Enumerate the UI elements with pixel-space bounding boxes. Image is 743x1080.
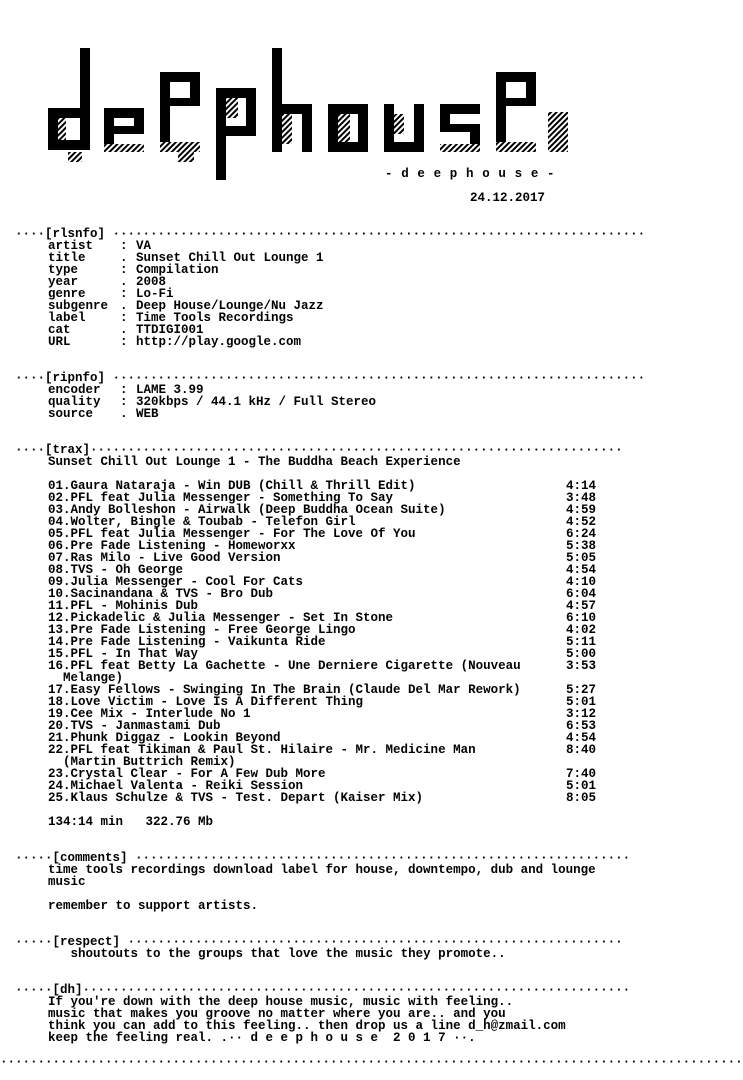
track-title: 12.Pickadelic & Julia Messenger - Set In Stone: [48, 611, 394, 625]
track-duration: 4:59: [566, 503, 597, 517]
track-duration: 7:40: [566, 767, 597, 781]
track-duration: 8:40: [566, 743, 597, 757]
comments-text: time tools recordings download label for house, downtempo, dub and lounge music remember to support artists.: [48, 863, 596, 913]
track-title: 02.PFL feat Julia Messenger - Something To Say: [48, 491, 394, 505]
track-duration: 4:57: [566, 599, 597, 613]
section-title-ripnfo: [ripnfo]: [45, 371, 106, 385]
track-title: 21.Phunk Diggaz - Lookin Beyond: [48, 731, 281, 745]
release-info-value: Sunset Chill Out Lounge 1: [136, 251, 324, 265]
section-divider-ripnfo: ····[ripnfo] ·······································································: [15, 371, 646, 385]
track-title: 15.PFL - In That Way: [48, 647, 199, 661]
track-title: 17.Easy Fellows - Swinging In The Brain (Claude Del Mar Rework): [48, 683, 521, 697]
rip-info-separator: :: [120, 383, 128, 397]
release-info-key: genre: [48, 287, 86, 301]
track-duration: 6:04: [566, 587, 597, 601]
rip-info-key: quality: [48, 395, 101, 409]
track-title: 11.PFL - Mohinis Dub: [48, 599, 199, 613]
release-info-separator: :: [120, 335, 128, 349]
release-info-value: Compilation: [136, 263, 219, 277]
track-duration: 4:54: [566, 731, 597, 745]
track-duration: 5:05: [566, 551, 597, 565]
track-duration: 3:48: [566, 491, 597, 505]
release-info-value: Time Tools Recordings: [136, 311, 294, 325]
release-info-row-url: [48, 336, 301, 348]
release-info-key: type: [48, 263, 79, 277]
release-info-key: cat: [48, 323, 71, 337]
track-duration: 4:52: [566, 515, 597, 529]
release-info-key: artist: [48, 239, 94, 253]
track-title: 01.Gaura Nataraja - Win DUB (Chill & Thrill Edit): [48, 479, 416, 493]
section-divider-dh: ·····[dh]·········································································: [15, 983, 631, 997]
track-duration: 6:24: [566, 527, 597, 541]
section-title-trax: [trax]: [45, 443, 91, 457]
rip-info-separator: :: [120, 395, 128, 409]
track-title: 18.Love Victim - Love Is A Different Thing: [48, 695, 364, 709]
rip-info-value: 320kbps / 44.1 kHz / Full Stereo: [136, 395, 377, 409]
deephouse-logo: [48, 48, 578, 180]
track-title: 03.Andy Bolleshon - Airwalk (Deep Buddha Ocean Suite): [48, 503, 446, 517]
section-divider-trax: ····[trax]·······································································: [15, 443, 623, 457]
respect-text: shoutouts to the groups that love the music they promote..: [48, 947, 506, 961]
rip-info-key: encoder: [48, 383, 101, 397]
track-title: 20.TVS - Janmastami Dub: [48, 719, 221, 733]
track-title: 06.Pre Fade Listening - Homeworxx: [48, 539, 296, 553]
track-duration: 5:01: [566, 779, 597, 793]
track-duration: 6:10: [566, 611, 597, 625]
rip-info-value: WEB: [136, 407, 159, 421]
release-info-key: label: [48, 311, 86, 325]
track-duration: 8:05: [566, 791, 597, 805]
section-title-rlsnfo: [rlsnfo]: [45, 227, 106, 241]
totals: 134:14 min 322.76 Mb: [48, 815, 214, 829]
release-info-value: TTDIGI001: [136, 323, 204, 337]
track-title: 24.Michael Valenta - Reiki Session: [48, 779, 304, 793]
release-info-separator: :: [120, 287, 128, 301]
track-title: 25.Klaus Schulze & TVS - Test. Depart (Kaiser Mix): [48, 791, 424, 805]
track-duration: 4:10: [566, 575, 597, 589]
album-title: Sunset Chill Out Lounge 1 - The Buddha Beach Experience: [48, 455, 461, 469]
track-duration: 5:38: [566, 539, 597, 553]
rip-info-row-quality: [48, 396, 376, 408]
track-duration: 6:53: [566, 719, 597, 733]
release-info-key: URL: [48, 335, 71, 349]
release-info-value: 2008: [136, 275, 167, 289]
track-title: 08.TVS - Oh George: [48, 563, 184, 577]
track-duration: 4:14: [566, 479, 597, 493]
release-info-separator: .: [120, 251, 128, 265]
track-duration: 3:12: [566, 707, 597, 721]
release-date: 24.12.2017: [470, 191, 546, 205]
rip-info-value: LAME 3.99: [136, 383, 204, 397]
track-duration: 4:54: [566, 563, 597, 577]
section-divider-respect: ·····[respect] ··································································: [15, 935, 623, 949]
section-title-dh: [dh]: [52, 983, 83, 997]
release-info-value: Deep House/Lounge/Nu Jazz: [136, 299, 324, 313]
track-duration: 5:00: [566, 647, 597, 661]
release-info-separator: :: [120, 239, 128, 253]
release-info-separator: .: [120, 323, 128, 337]
release-info-value: http://play.google.com: [136, 335, 302, 349]
release-info-key: subgenre: [48, 299, 109, 313]
track-title: 13.Pre Fade Listening - Free George Lingo: [48, 623, 356, 637]
track-duration: 5:11: [566, 635, 597, 649]
track-title: 19.Cee Mix - Interlude No 1: [48, 707, 251, 721]
track-duration: 4:02: [566, 623, 597, 637]
section-title-respect: [respect]: [52, 935, 121, 949]
release-info-key: year: [48, 275, 79, 289]
section-divider-rlsnfo: ····[rlsnfo] ·······································································: [15, 227, 646, 241]
track-title: 04.Wolter, Bingle & Toubab - Telefon Girl: [48, 515, 356, 529]
track-title: 07.Ras Milo - Live Good Version: [48, 551, 281, 565]
release-info-separator: .: [120, 299, 128, 313]
release-info-key: title: [48, 251, 86, 265]
track-title: 23.Crystal Clear - For A Few Dub More: [48, 767, 326, 781]
release-info-separator: .: [120, 275, 128, 289]
dh-text: If you're down with the deep house music, music with feeling.. music that makes you groove no matter where you are.. and you think you can add to this feeling.. then drop us a line d_h@zmail.com keep the feeling real. .·· d e e p h o u s e 2 0 1 7 ··.: [48, 995, 566, 1045]
track-title: 05.PFL feat Julia Messenger - For The Love Of You: [48, 527, 416, 541]
section-title-comments: [comments]: [52, 851, 128, 865]
rip-info-key: source: [48, 407, 94, 421]
release-info-value: Lo-Fi: [136, 287, 174, 301]
release-info-separator: :: [120, 263, 128, 277]
rip-info-separator: .: [120, 407, 128, 421]
release-info-separator: :: [120, 311, 128, 325]
footer-divider: ···································································································: [0, 1055, 743, 1069]
track-duration: 5:27: [566, 683, 597, 697]
track-title: 09.Julia Messenger - Cool For Cats: [48, 575, 304, 589]
subtitle: - d e e p h o u s e -: [385, 167, 556, 181]
track-title: 10.Sacinandana & TVS - Bro Dub: [48, 587, 274, 601]
track-duration: 5:01: [566, 695, 597, 709]
release-info-value: VA: [136, 239, 152, 253]
section-divider-comments: ·····[comments] ··································································: [15, 851, 631, 865]
track-duration: 3:53: [566, 659, 597, 673]
track-title: 16.PFL feat Betty La Gachette - Une Derniere Cigarette (Nouveau Melange): [48, 659, 521, 685]
rip-info-row-source: [48, 408, 159, 420]
track-title: 14.Pre Fade Listening - Vaikunta Ride: [48, 635, 326, 649]
track-title: 22.PFL feat Tikiman & Paul St. Hilaire - Mr. Medicine Man (Martin Buttrich Remix): [48, 743, 476, 769]
